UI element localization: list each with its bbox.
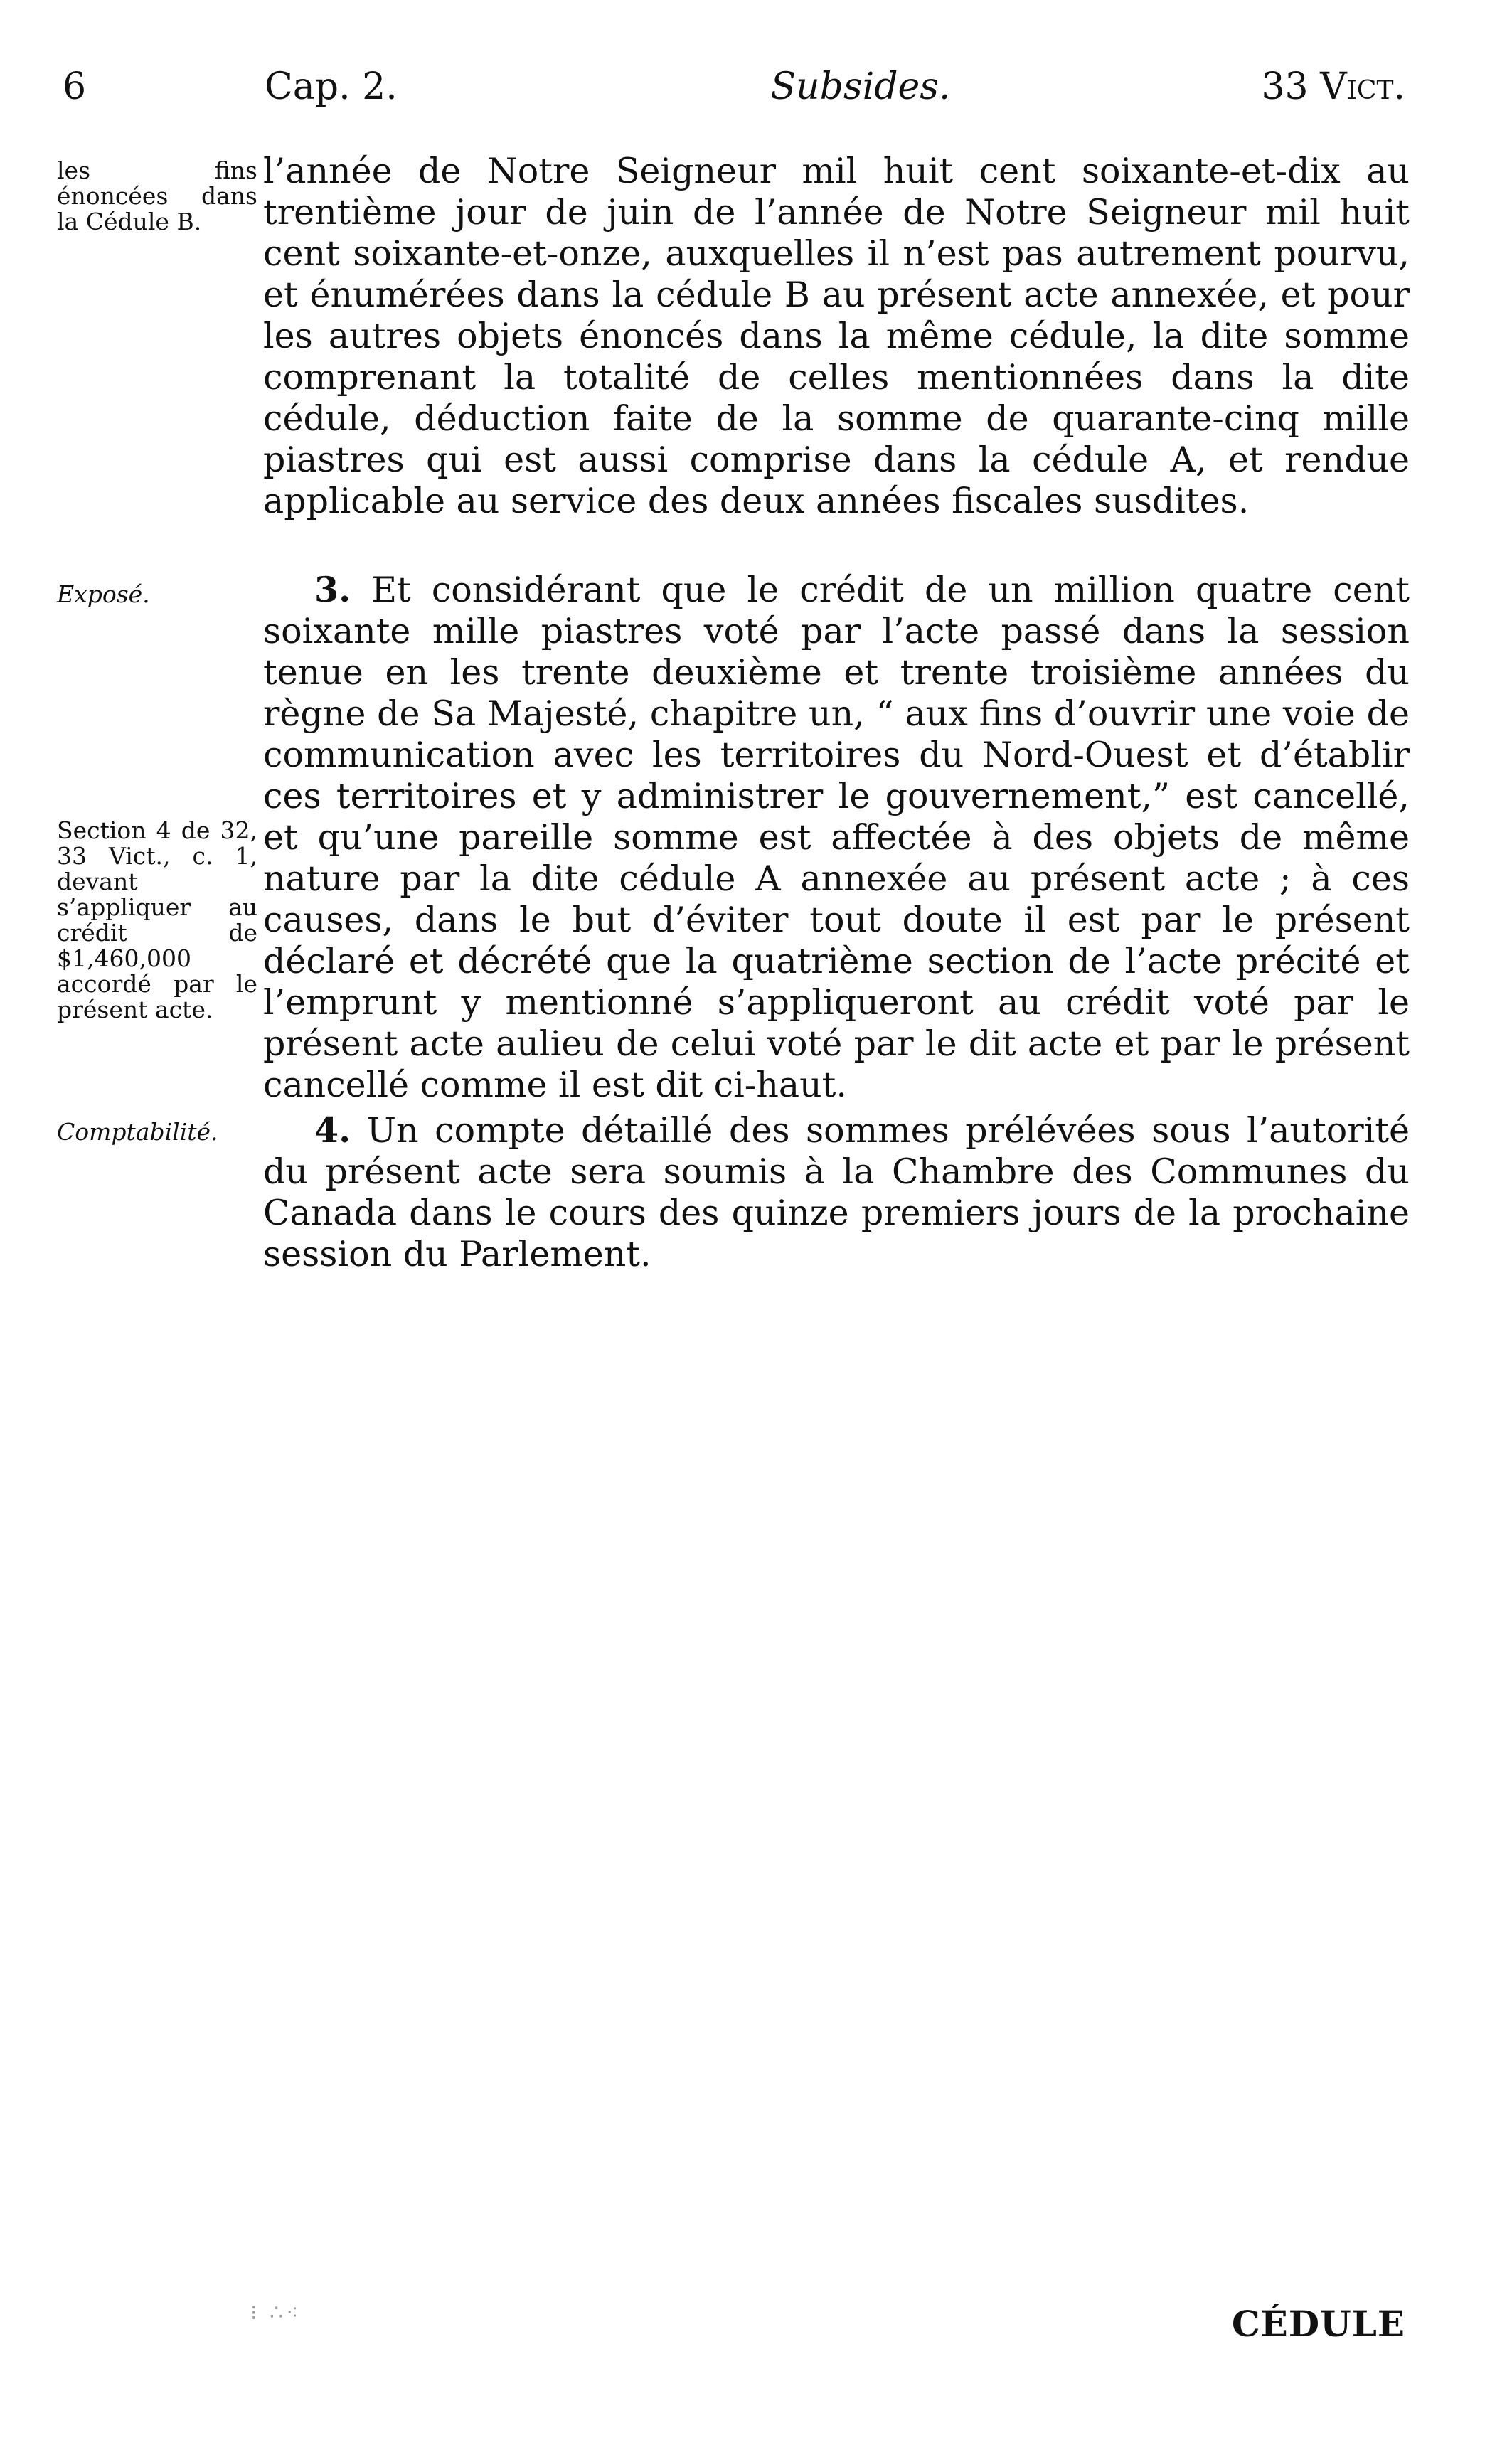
section-number: 4. (314, 1109, 351, 1151)
margin-note-expose: Exposé. (57, 580, 150, 608)
regnal-year: 33 Vict. (1261, 65, 1405, 108)
section-text: Et considérant que le crédit de un million quatre cent soixante mille piastres voté par l’acte passé dans la session tenue en les trente deuxième et trente troisième années du règne de Sa Majesté, chapitre un, “ aux fins d’ouvrir une voie de communication avec les territoires du Nord-Ouest et d’établir ces territoires et y administrer le gouvernement,” est cancellé, et qu’une pareille somme est affectée à des objets de même nature par la dite cédule A annexée au présent acte ; à ces causes, dans le but d’éviter tout doute il est par le présent déclaré et décrété que la quatrième section de l’acte précité et l’emprunt y mentionné s’appliqueront au crédit voté par le présent acte aulieu de celui voté par le dit acte et par le présent cancellé comme il est dit ci-haut. (263, 570, 1410, 1105)
section-number: 3. (314, 569, 351, 610)
margin-note-comptabilite: Comptabilité. (57, 1118, 218, 1146)
chapter-label: Cap. 2. (265, 65, 398, 108)
running-title: Subsides. (770, 65, 951, 108)
section-text: Un compte détaillé des sommes prélévées sous l’autorité du présent acte sera soumis à la Chambre des Communes du Canada dans le cours des quinze premiers jours de la prochaine session du Parlement. (263, 1110, 1410, 1274)
section-3 (263, 569, 1410, 1106)
ink-smudge: ⁝ ∴⁖ (250, 2301, 302, 2326)
section-text: l’année de Notre Seigneur mil huit cent soixante-et-dix au trentième jour de juin de l’année de Notre Seigneur mil huit cent soixante-et-onze, auxquelles il n’est pas autrement pourvu, et énumérées dans la cédule B au présent acte annexée, et pour les autres objets énoncés dans la même cédule, la dite somme comprenant la totalité de celles mentionnées dans la dite cédule, déduction faite de la somme de quarante-cinq mille piastres qui est aussi comprise dans la cédule A, et rendue applicable au service des deux années fiscales susdites. (263, 151, 1410, 521)
catchword: CÉDULE (1231, 2303, 1405, 2345)
margin-note-section-4: Section 4 de 32, 33 Vict., c. 1, devant s’appliquer au crédit de $1,460,000 accordé par le présent acte. (57, 816, 257, 1023)
section-4 (263, 1109, 1410, 1275)
margin-note-cedule-b: les fins énoncées dans la Cédule B. (57, 156, 257, 235)
page-number: 6 (63, 65, 87, 108)
section-continued-text (263, 151, 1410, 522)
